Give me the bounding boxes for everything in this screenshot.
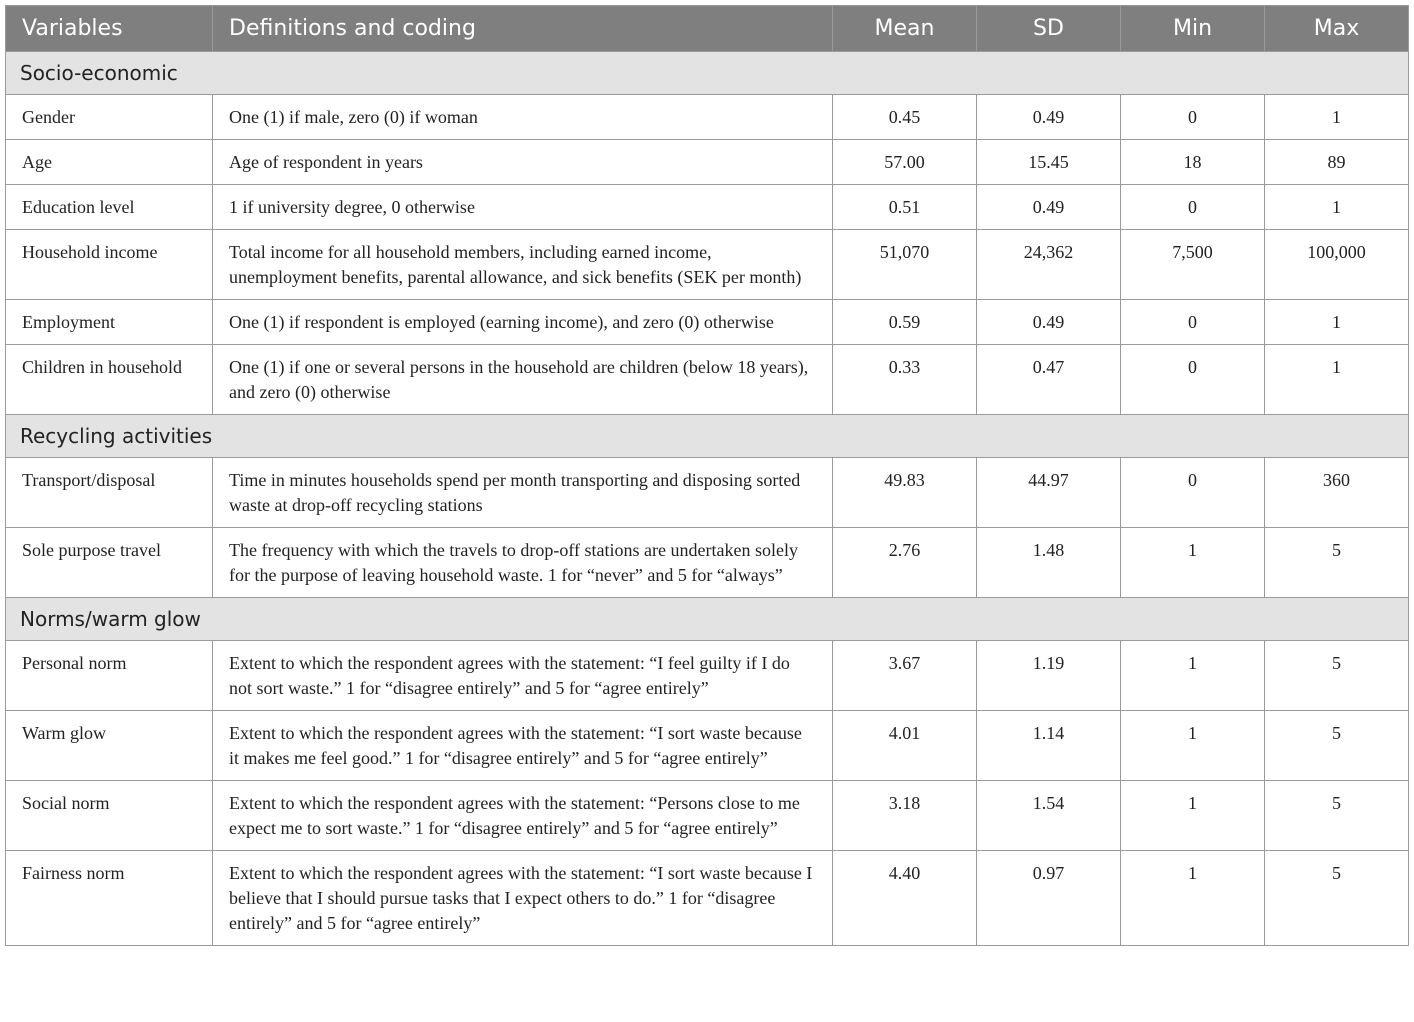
section-header-row [6, 52, 1409, 95]
table-row [6, 641, 1409, 711]
cell-mean: 2.76 [833, 528, 977, 598]
cell-max: 89 [1265, 140, 1409, 185]
header-max: Max [1265, 6, 1409, 52]
cell-definition: Age of respondent in years [213, 140, 833, 185]
cell-min: 18 [1121, 140, 1265, 185]
cell-definition: Extent to which the respondent agrees with the statement: “I sort waste because I believe that I should pursue tasks that I expect others to do.” 1 for “disagree entirely” and 5 for “agree entirely” [213, 851, 833, 946]
section-title: Recycling activities [6, 415, 1409, 458]
cell-definition: Extent to which the respondent agrees with the statement: “I feel guilty if I do not sort waste.” 1 for “disagree entirely” and 5 for “agree entirely” [213, 641, 833, 711]
cell-variable: Fairness norm [6, 851, 213, 946]
cell-variable: Transport/disposal [6, 458, 213, 528]
header-definitions: Definitions and coding [213, 6, 833, 52]
cell-sd: 0.47 [977, 345, 1121, 415]
header-sd: SD [977, 6, 1121, 52]
table-header [6, 6, 1409, 52]
cell-mean: 3.18 [833, 781, 977, 851]
cell-max: 100,000 [1265, 230, 1409, 300]
cell-mean: 0.59 [833, 300, 977, 345]
cell-definition: Extent to which the respondent agrees with the statement: “I sort waste because it makes me feel good.” 1 for “disagree entirely” and 5 for “agree entirely” [213, 711, 833, 781]
cell-sd: 24,362 [977, 230, 1121, 300]
cell-sd: 0.49 [977, 300, 1121, 345]
cell-sd: 1.48 [977, 528, 1121, 598]
header-variables: Variables [6, 6, 213, 52]
cell-min: 1 [1121, 641, 1265, 711]
table-row [6, 528, 1409, 598]
cell-mean: 51,070 [833, 230, 977, 300]
cell-sd: 1.19 [977, 641, 1121, 711]
section-header-row [6, 598, 1409, 641]
table-body [6, 52, 1409, 946]
cell-sd: 15.45 [977, 140, 1121, 185]
cell-min: 0 [1121, 345, 1265, 415]
cell-max: 5 [1265, 711, 1409, 781]
cell-sd: 0.49 [977, 185, 1121, 230]
table-row [6, 851, 1409, 946]
cell-mean: 4.40 [833, 851, 977, 946]
table-row [6, 711, 1409, 781]
cell-max: 5 [1265, 641, 1409, 711]
cell-min: 1 [1121, 528, 1265, 598]
cell-variable: Employment [6, 300, 213, 345]
cell-definition: Total income for all household members, including earned income, unemployment benefits, parental allowance, and sick benefits (SEK per month) [213, 230, 833, 300]
table-row [6, 140, 1409, 185]
cell-max: 1 [1265, 345, 1409, 415]
cell-definition: One (1) if male, zero (0) if woman [213, 95, 833, 140]
cell-min: 1 [1121, 711, 1265, 781]
cell-max: 5 [1265, 528, 1409, 598]
cell-definition: One (1) if respondent is employed (earning income), and zero (0) otherwise [213, 300, 833, 345]
header-mean: Mean [833, 6, 977, 52]
cell-min: 0 [1121, 458, 1265, 528]
table-row [6, 95, 1409, 140]
cell-min: 1 [1121, 781, 1265, 851]
cell-variable: Social norm [6, 781, 213, 851]
section-title: Socio-economic [6, 52, 1409, 95]
cell-definition: 1 if university degree, 0 otherwise [213, 185, 833, 230]
cell-max: 1 [1265, 300, 1409, 345]
cell-sd: 0.49 [977, 95, 1121, 140]
header-min: Min [1121, 6, 1265, 52]
cell-mean: 4.01 [833, 711, 977, 781]
cell-variable: Sole purpose travel [6, 528, 213, 598]
cell-max: 5 [1265, 781, 1409, 851]
table-row [6, 781, 1409, 851]
cell-variable: Gender [6, 95, 213, 140]
cell-definition: One (1) if one or several persons in the household are children (below 18 years), and zero (0) otherwise [213, 345, 833, 415]
cell-max: 360 [1265, 458, 1409, 528]
cell-sd: 1.54 [977, 781, 1121, 851]
cell-mean: 0.33 [833, 345, 977, 415]
cell-sd: 0.97 [977, 851, 1121, 946]
cell-variable: Personal norm [6, 641, 213, 711]
table-row [6, 458, 1409, 528]
descriptive-statistics-table [5, 5, 1409, 946]
section-header-row [6, 415, 1409, 458]
cell-mean: 0.45 [833, 95, 977, 140]
cell-max: 5 [1265, 851, 1409, 946]
cell-max: 1 [1265, 95, 1409, 140]
section-title: Norms/warm glow [6, 598, 1409, 641]
cell-sd: 1.14 [977, 711, 1121, 781]
cell-min: 0 [1121, 300, 1265, 345]
table-row [6, 300, 1409, 345]
cell-variable: Warm glow [6, 711, 213, 781]
cell-variable: Household income [6, 230, 213, 300]
cell-definition: Time in minutes households spend per month transporting and disposing sorted waste at drop-off recycling stations [213, 458, 833, 528]
table-row [6, 230, 1409, 300]
cell-variable: Age [6, 140, 213, 185]
cell-min: 7,500 [1121, 230, 1265, 300]
cell-definition: Extent to which the respondent agrees with the statement: “Persons close to me expect me to sort waste.” 1 for “disagree entirely” and 5 for “agree entirely” [213, 781, 833, 851]
cell-variable: Education level [6, 185, 213, 230]
cell-definition: The frequency with which the travels to drop-off stations are undertaken solely for the purpose of leaving household waste. 1 for “never” and 5 for “always” [213, 528, 833, 598]
cell-max: 1 [1265, 185, 1409, 230]
table-row [6, 345, 1409, 415]
cell-mean: 49.83 [833, 458, 977, 528]
cell-min: 0 [1121, 185, 1265, 230]
cell-mean: 0.51 [833, 185, 977, 230]
cell-variable: Children in household [6, 345, 213, 415]
cell-min: 0 [1121, 95, 1265, 140]
cell-mean: 57.00 [833, 140, 977, 185]
table-row [6, 185, 1409, 230]
cell-mean: 3.67 [833, 641, 977, 711]
cell-sd: 44.97 [977, 458, 1121, 528]
cell-min: 1 [1121, 851, 1265, 946]
